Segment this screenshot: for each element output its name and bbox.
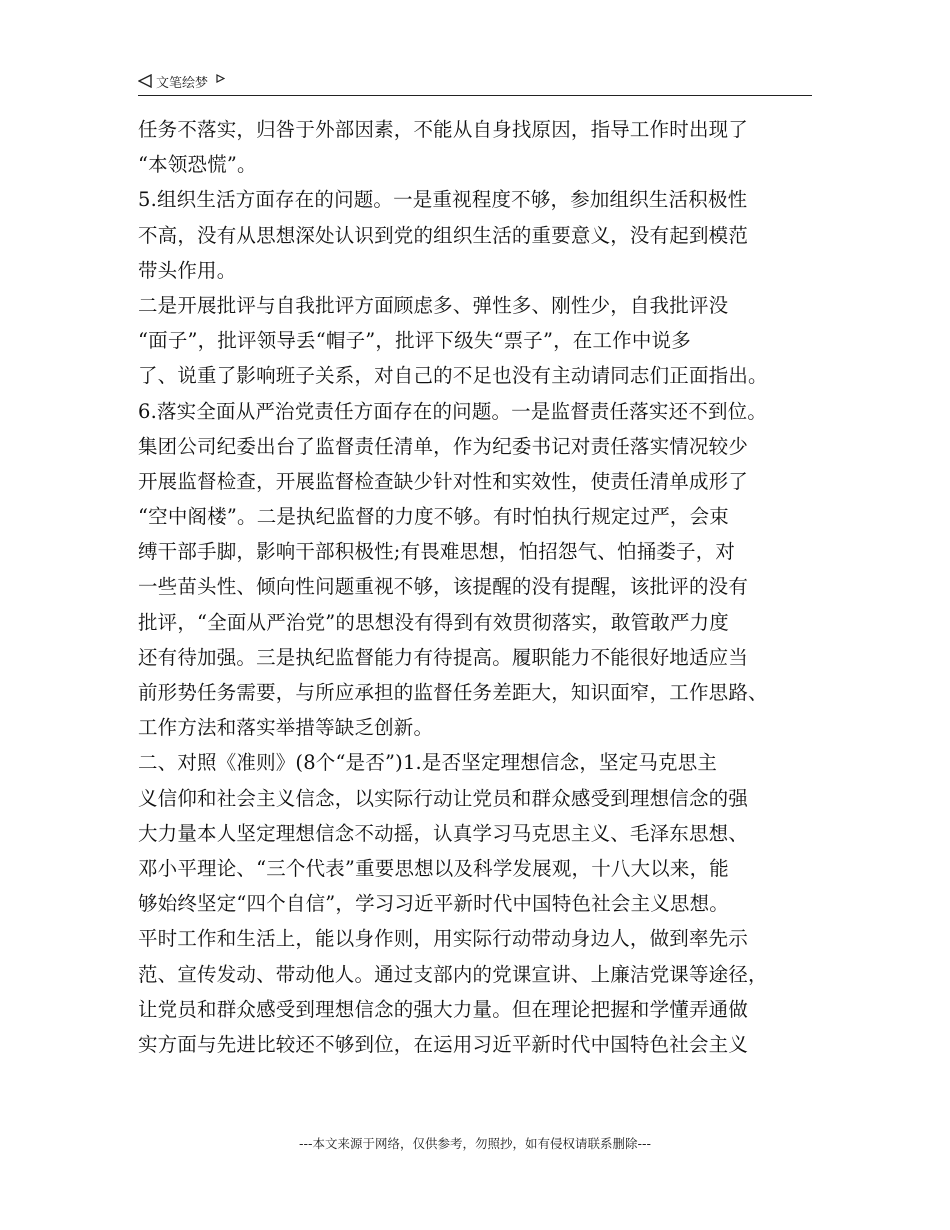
text-line: 够始终坚定“四个自信”，学习习近平新时代中国特色社会主义思想。 (138, 892, 729, 916)
text-line: 不高，没有从思想深处认识到党的组织生活的重要意义，没有起到模范 (138, 223, 748, 247)
text-line: 大力量本人坚定理想信念不动摇，认真学习马克思主义、毛泽东思想、 (138, 821, 748, 845)
text-line: 了、说重了影响班子关系，对自己的不足也没有主动请同志们正面指出。 (138, 364, 768, 388)
text-line: 让党员和群众感受到理想信念的强大力量。但在理论把握和学懂弄通做 (138, 997, 748, 1021)
triangle-left-icon (138, 74, 152, 88)
page-header (138, 70, 812, 96)
text-line: 二、对照《准则》(8个“是否”)1.是否坚定理想信念，坚定马克思主 (138, 751, 718, 775)
text-line: 二是开展批评与自我批评方面顾虑多、弹性多、刚性少，自我批评没 (138, 293, 729, 317)
footer-notice: ---本文来源于网络，仅供参考，勿照抄，如有侵权请联系删除--- (298, 1136, 652, 1151)
header-divider (138, 95, 812, 96)
document-body (138, 112, 818, 1062)
text-line: 集团公司纪委出台了监督责任清单，作为纪委书记对责任落实情况较少 (138, 434, 748, 458)
text-line: 范、宣传发动、带动他人。通过支部内的党课宣讲、上廉洁党课等途径， (138, 962, 768, 986)
text-line: 一些苗头性、倾向性问题重视不够，该提醒的没有提醒，该批评的没有 (138, 575, 748, 599)
text-line: “空中阁楼”。二是执纪监督的力度不够。有时怕执行规定过严，会束 (138, 505, 729, 529)
text-line: “本领恐慌”。 (138, 153, 257, 177)
text-line: 5.组织生活方面存在的问题。一是重视程度不够，参加组织生活积极性 (138, 188, 748, 212)
text-line: 义信仰和社会主义信念，以实际行动让党员和群众感受到理想信念的强 (138, 786, 748, 810)
triangle-right-icon (216, 74, 225, 83)
text-line: 开展监督检查，开展监督检查缺少针对性和实效性，使责任清单成形了 (138, 469, 748, 493)
text-line: 实方面与先进比较还不够到位，在运用习近平新时代中国特色社会主义 (138, 1032, 748, 1056)
text-line: 平时工作和生活上，能以身作则，用实际行动带动身边人，做到率先示 (138, 927, 748, 951)
text-line: “面子”，批评领导丢“帽子”，批评下级失“票子”，在工作中说多 (138, 329, 691, 353)
text-line: 缚干部手脚，影响干部积极性;有畏难思想，怕招怨气、怕捅娄子，对 (138, 540, 736, 564)
text-line: 工作方法和落实举措等缺乏创新。 (138, 716, 434, 740)
text-line: 任务不落实，归咎于外部因素，不能从自身找原因，指导工作时出现了 (138, 118, 748, 141)
text-line: 带头作用。 (138, 258, 237, 282)
brand-name: 文笔绘梦 (156, 75, 209, 91)
text-line: 前形势任务需要，与所应承担的监督任务差距大，知识面窄，工作思路、 (138, 681, 768, 704)
text-line: 还有待加强。三是执纪监督能力有待提高。履职能力不能很好地适应当 (138, 645, 748, 669)
text-line: 邓小平理论、“三个代表”重要思想以及科学发展观，十八大以来，能 (138, 856, 729, 880)
text-line: 批评，“全面从严治党”的思想没有得到有效贯彻落实，敢管敢严力度 (138, 610, 729, 634)
text-line: 6.落实全面从严治党责任方面存在的问题。一是监督责任落实还不到位。 (138, 399, 767, 423)
brand (138, 70, 225, 92)
